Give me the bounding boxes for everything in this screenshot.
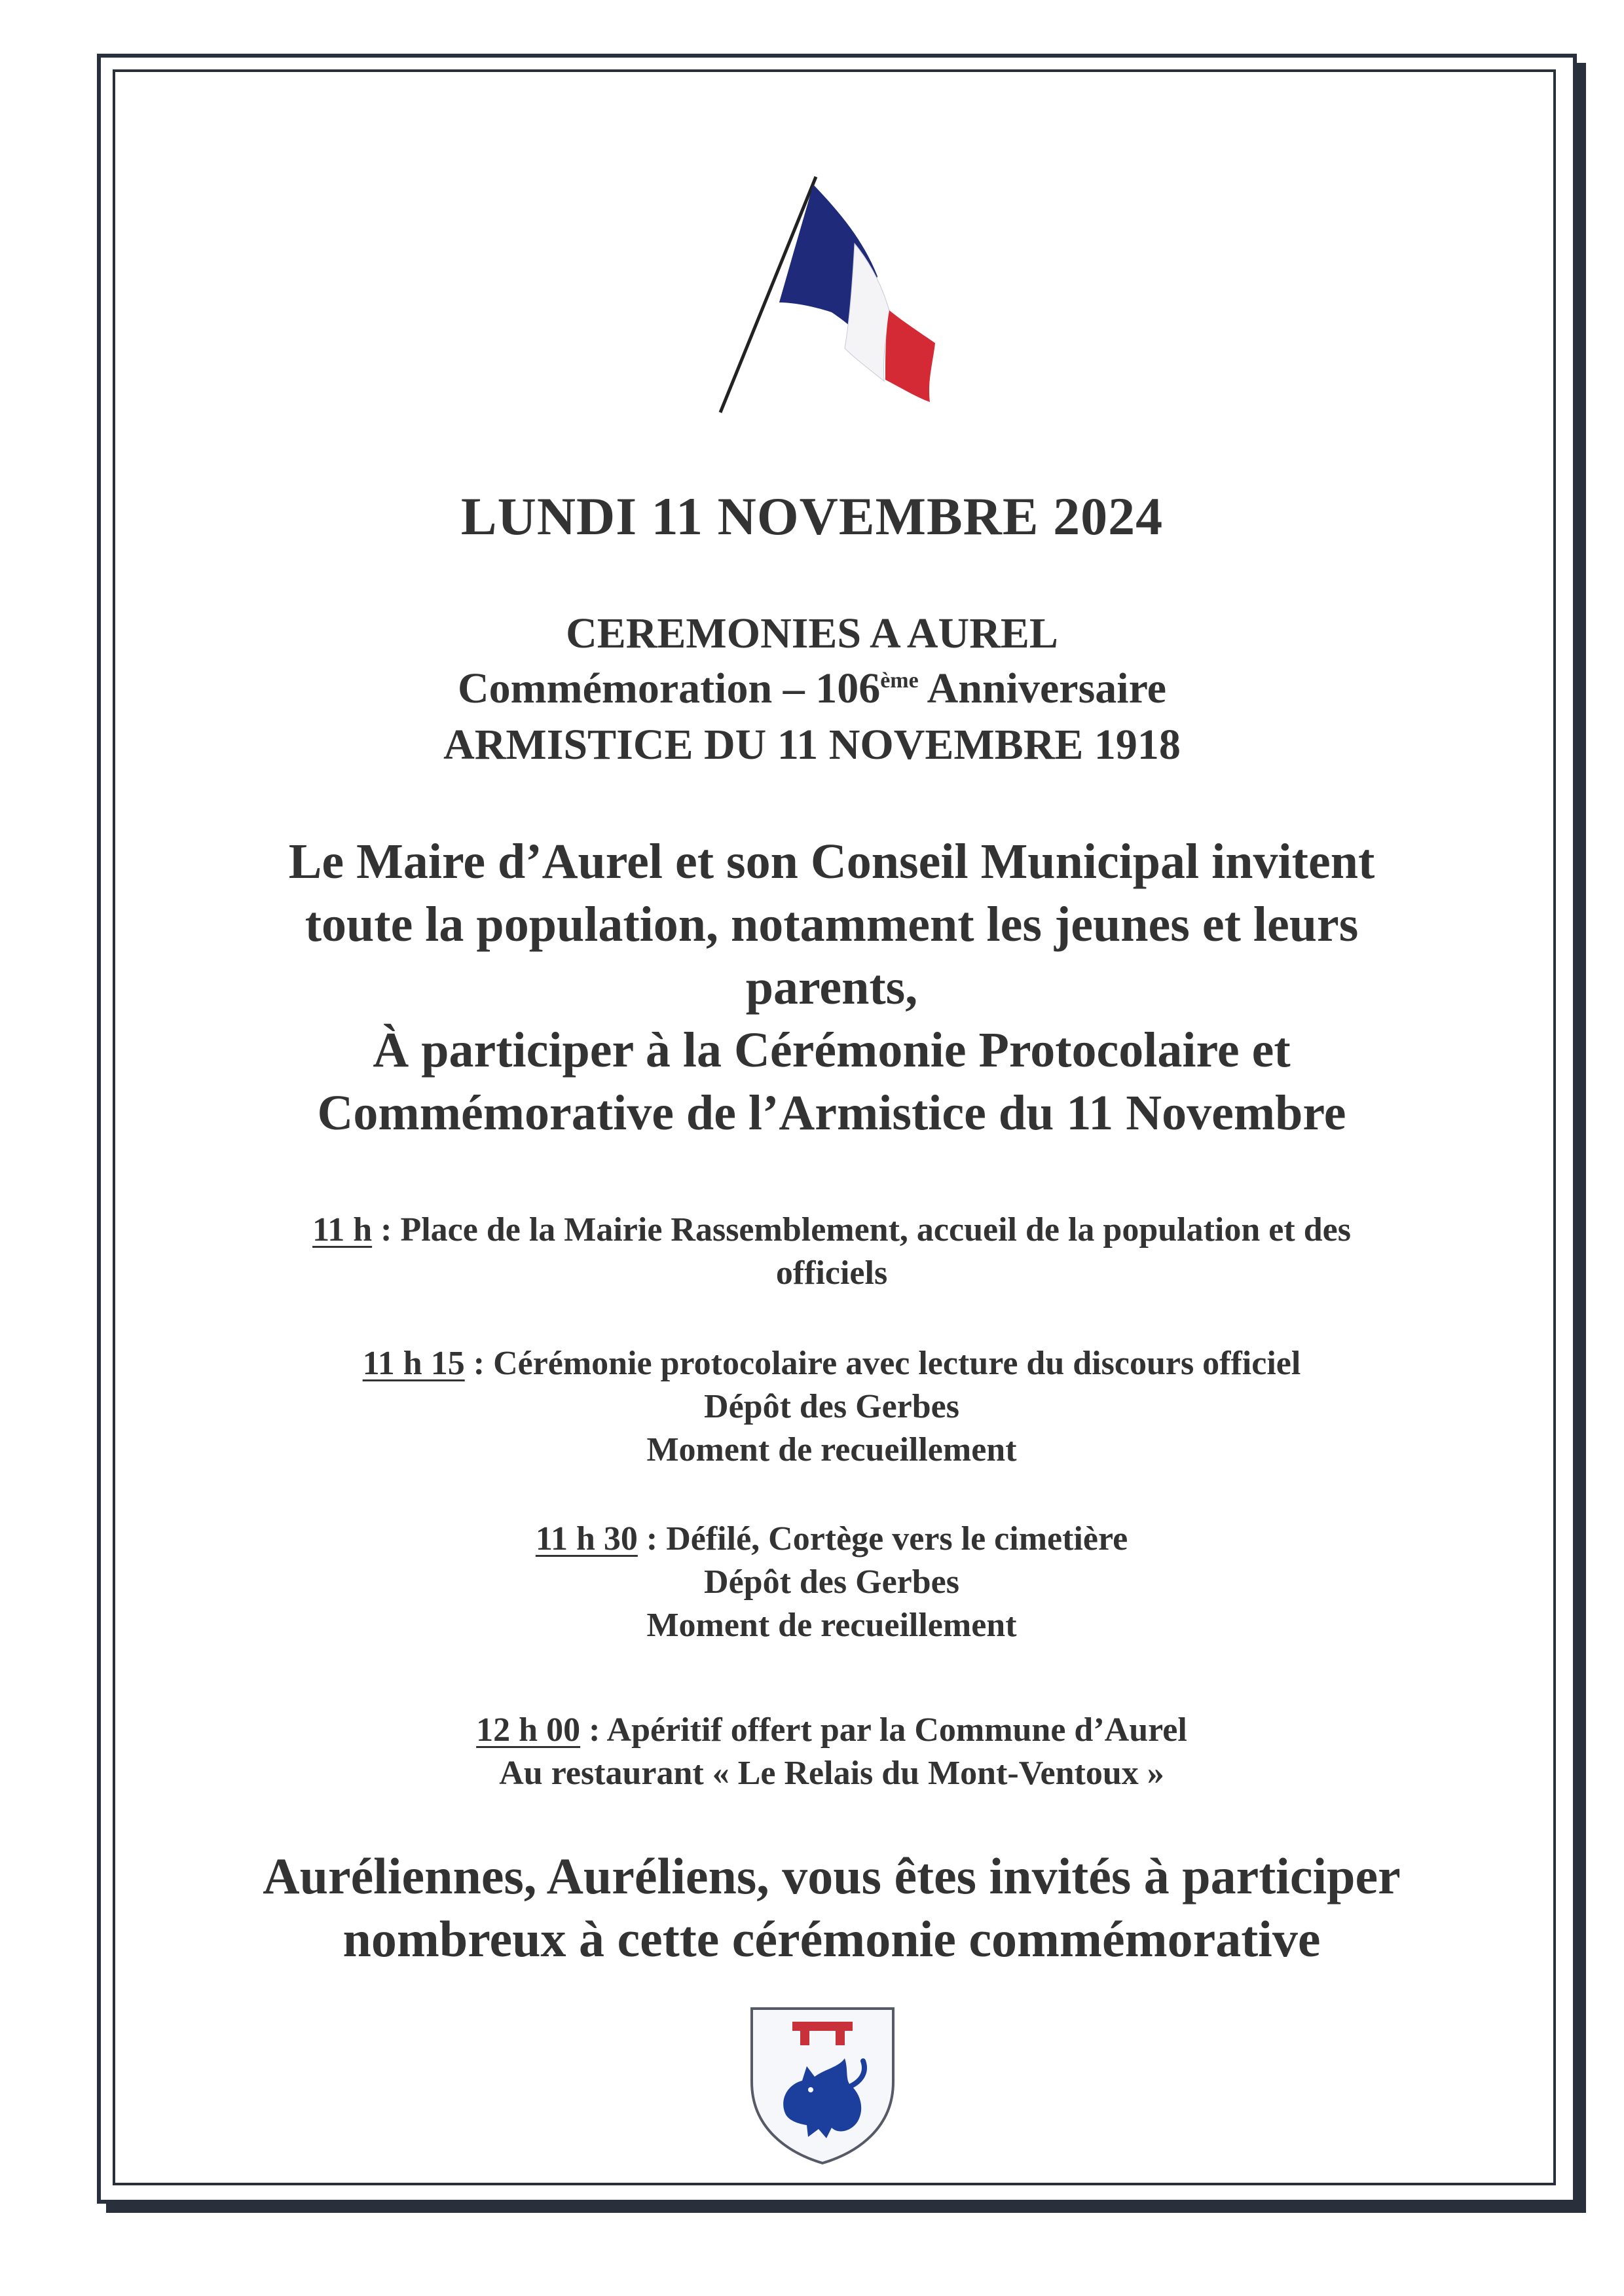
event-date-title: LUNDI 11 NOVEMBRE 2024: [460, 486, 1164, 546]
schedule-text: Cérémonie protocolaire avec lecture du discours officiel: [493, 1345, 1301, 1382]
schedule-text: Dépôt des Gerbes: [704, 1563, 959, 1601]
schedule-text: Apéritif offert par la Commune d’Aurel: [606, 1711, 1187, 1749]
schedule-text: Défilé, Cortège vers le cimetière: [666, 1520, 1128, 1558]
schedule-time: 12 h 00: [476, 1711, 581, 1749]
schedule-text: Moment de recueillement: [646, 1607, 1017, 1644]
closing-paragraph: [196, 1845, 1467, 1971]
french-flag-icon: [714, 172, 943, 420]
schedule-text: Dépôt des Gerbes: [704, 1388, 959, 1425]
invitation-line: parents,: [745, 960, 918, 1015]
ordinal-suffix: ème: [880, 668, 919, 693]
armistice-title: ARMISTICE DU 11 NOVEMBRE 1918: [443, 721, 1181, 769]
commemoration-suffix: Anniversaire: [918, 665, 1166, 712]
schedule-time: 11 h 15: [362, 1345, 465, 1382]
ceremony-title: CEREMONIES A AUREL: [566, 610, 1058, 657]
schedule-item: [223, 1518, 1441, 1647]
invitation-line: toute la population, notamment les jeunes et leurs: [304, 897, 1359, 952]
commemoration-prefix: Commémoration – 106: [457, 665, 881, 712]
schedule-item-first-line: [223, 1342, 1441, 1385]
schedule-separator: :: [464, 1345, 494, 1382]
invitation-line: À participer à la Cérémonie Protocolaire et: [373, 1023, 1291, 1078]
invitation-line: Commémorative de l’Armistice du 11 Novembre: [317, 1085, 1346, 1140]
schedule-time: 11 h 30: [535, 1520, 638, 1558]
aurel-coat-of-arms-icon: [747, 2003, 898, 2167]
schedule-text: Place de la Mairie Rassemblement, accueil de la population et des: [400, 1211, 1351, 1248]
schedule-separator: :: [637, 1520, 667, 1558]
invitation-paragraph: [216, 830, 1447, 1144]
schedule-item: [223, 1709, 1441, 1795]
schedule-text: Moment de recueillement: [646, 1431, 1017, 1468]
commemoration-line: [0, 664, 1624, 714]
schedule-separator: :: [580, 1711, 607, 1749]
schedule-item-first-line: [223, 1209, 1441, 1252]
schedule-item: [223, 1342, 1441, 1472]
schedule-text: Au restaurant « Le Relais du Mont-Ventoux »: [499, 1755, 1164, 1792]
schedule-item-first-line: [223, 1709, 1441, 1752]
schedule-item-first-line: [223, 1518, 1441, 1561]
closing-line: Auréliennes, Auréliens, vous êtes invités à participer: [263, 1848, 1401, 1904]
closing-line: nombreux à cette cérémonie commémorative: [342, 1910, 1321, 1967]
invitation-line: Le Maire d’Aurel et son Conseil Municipal invitent: [288, 834, 1375, 889]
schedule-time: 11 h: [312, 1211, 373, 1248]
schedule-text: officiels: [775, 1254, 888, 1292]
schedule-separator: :: [372, 1211, 401, 1248]
schedule-item: [223, 1209, 1441, 1295]
